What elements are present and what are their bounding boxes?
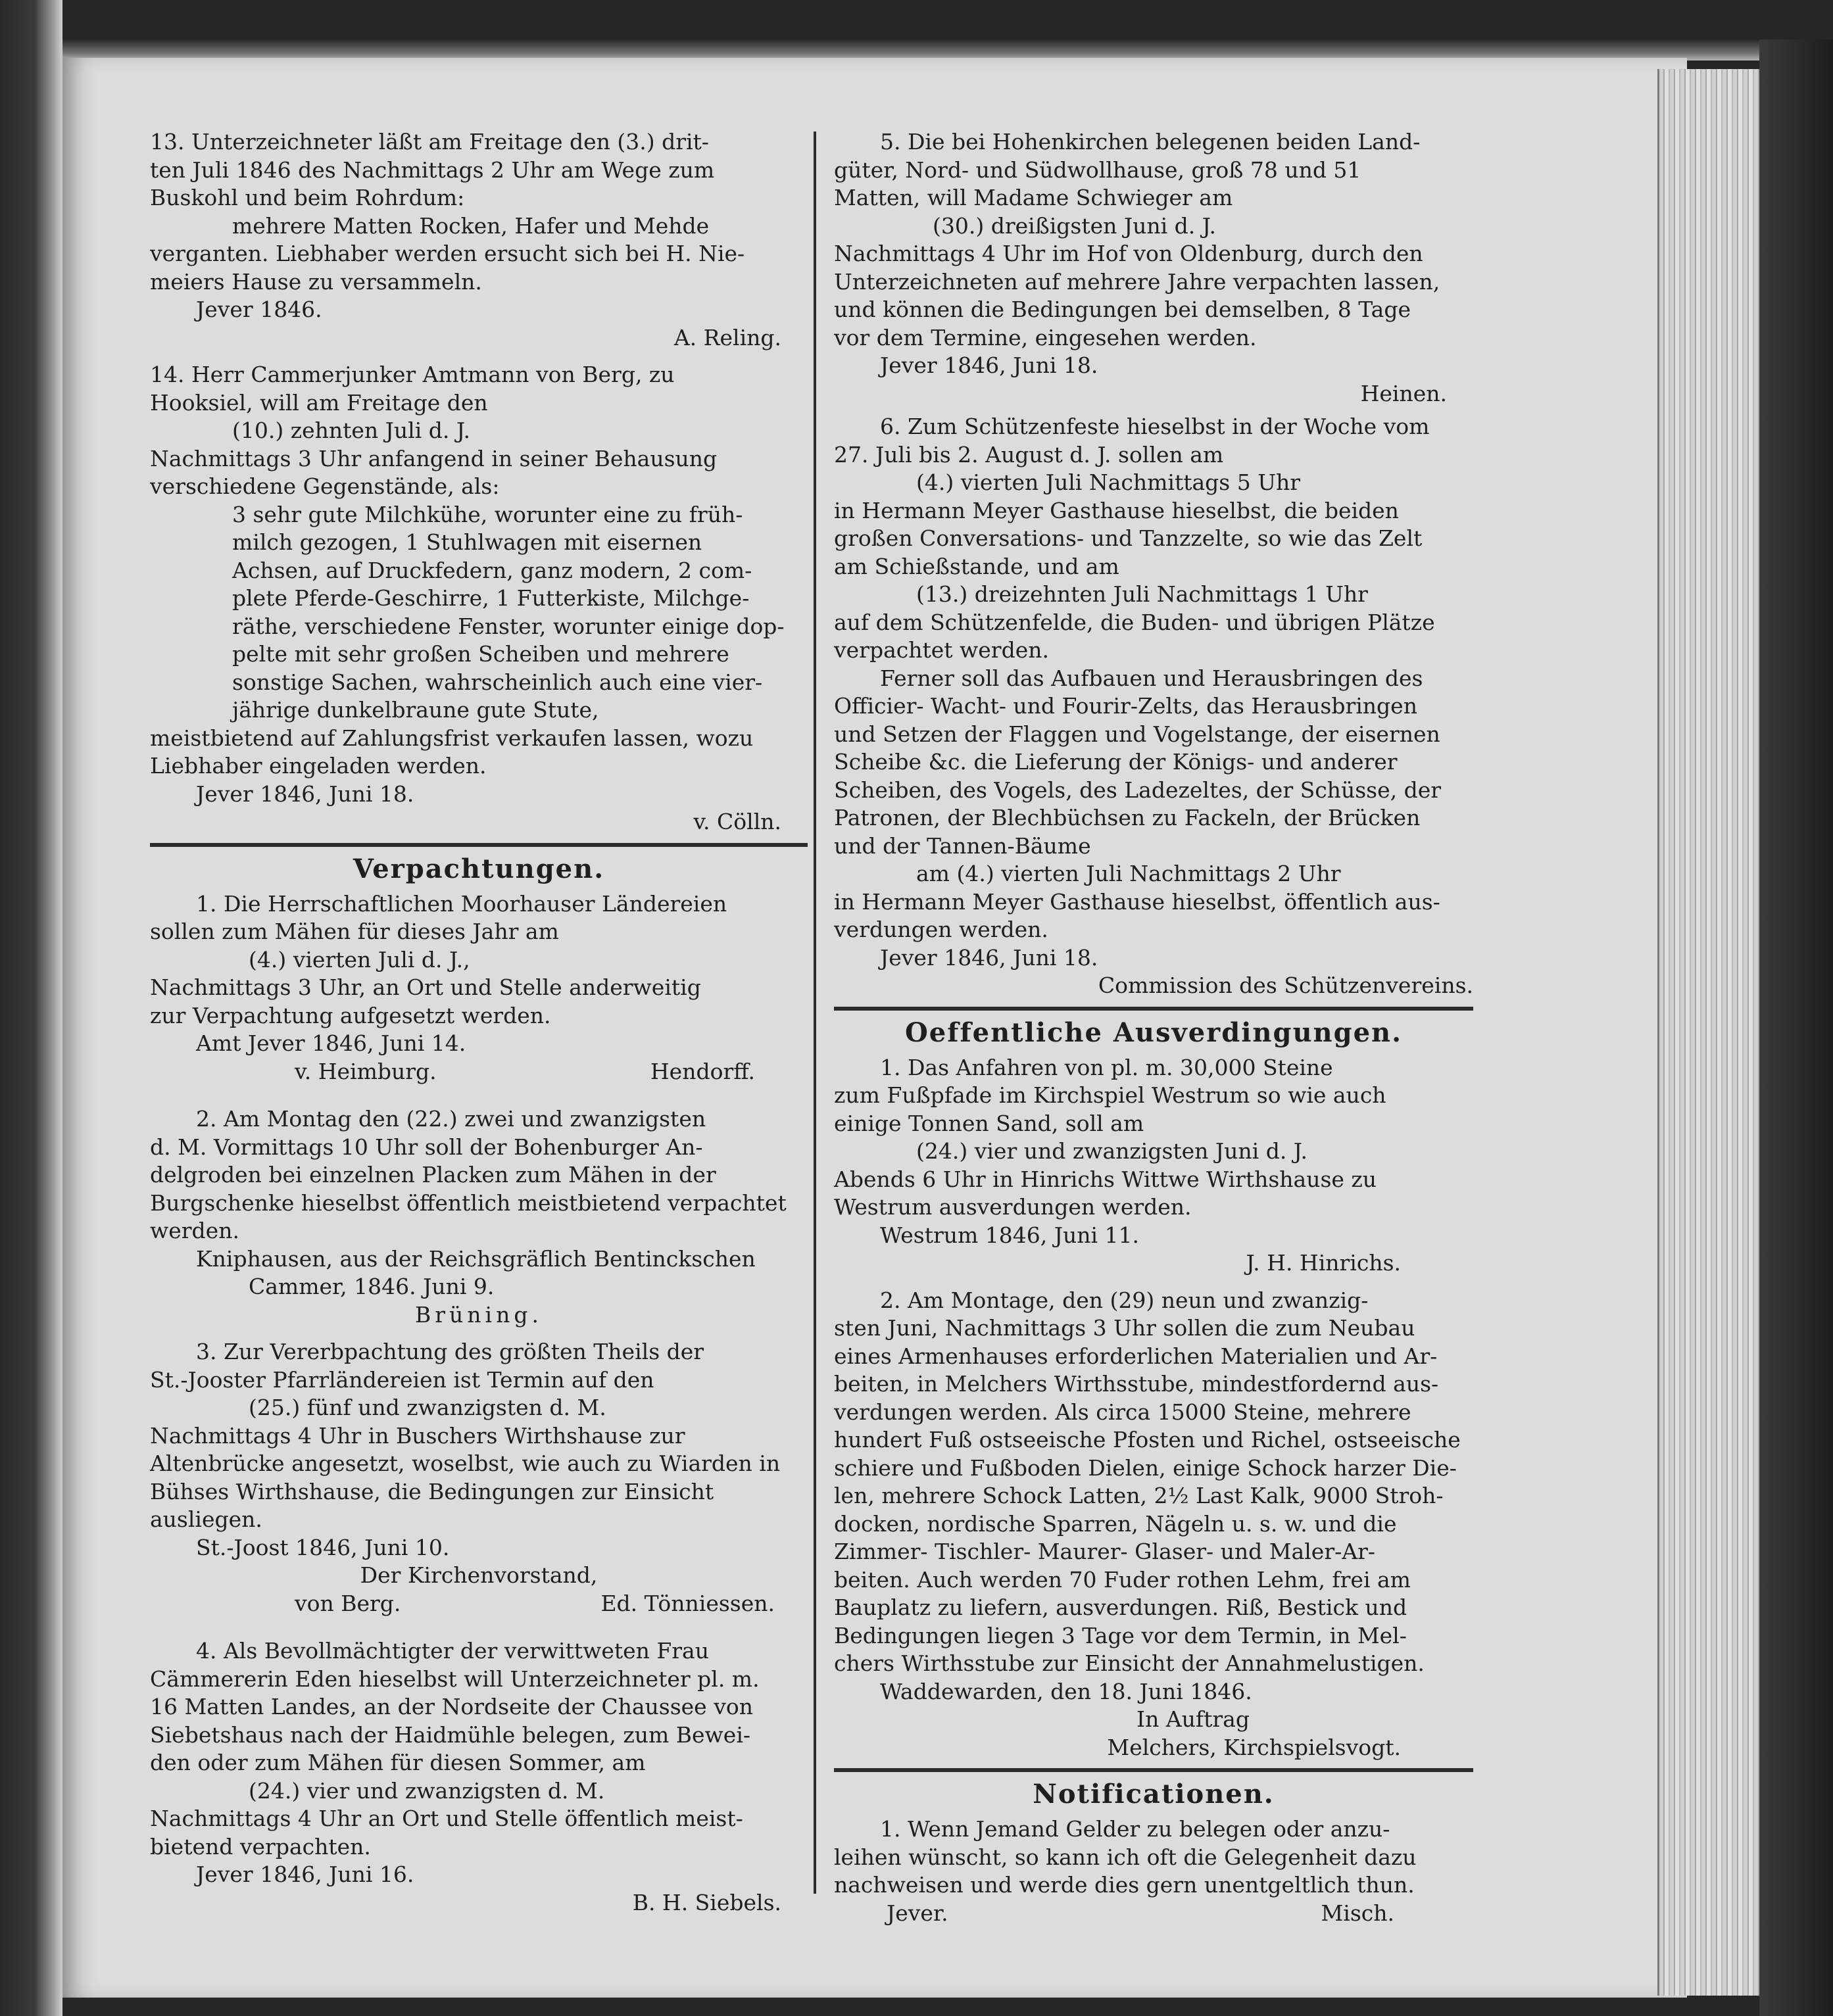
text-line: Altenbrücke angesetzt, woselbst, wie auch zu Wiarden in xyxy=(150,1451,781,1476)
signature: A. Reling. xyxy=(673,324,781,350)
text-line: len, mehrere Schock Latten, 2½ Last Kalk, 9000 Stroh- xyxy=(834,1483,1444,1508)
section-rule xyxy=(834,1768,1473,1772)
text-line: meistbietend auf Zahlungsfrist verkaufen lassen, wozu xyxy=(150,725,754,751)
notice-a1 xyxy=(834,1054,1473,1278)
text-line: Bauplatz zu liefern, ausverdungen. Riß, Bestick und xyxy=(834,1595,1407,1620)
text-line: Nachmittags 4 Uhr im Hof von Oldenburg, durch den xyxy=(834,241,1423,266)
text-line: milch gezogen, 1 Stuhlwagen mit eisernen xyxy=(232,529,702,555)
text-line: 3 sehr gute Milchkühe, worunter eine zu früh- xyxy=(232,501,743,527)
page-stack-edge xyxy=(1657,69,1761,1996)
text-line: 27. Juli bis 2. August d. J. sollen am xyxy=(834,441,1224,468)
section-heading-ausverdingungen: Oeffentliche Ausverdingungen. xyxy=(904,1017,1403,1048)
text-line: d. M. Vormittags 10 Uhr soll der Bohenburger An- xyxy=(150,1134,703,1160)
text-line: 2. Am Montage, den (29) neun und zwanzig- xyxy=(880,1287,1369,1313)
signature-row xyxy=(834,1900,1473,1928)
text-line: vor dem Termine, eingesehen werden. xyxy=(834,324,1257,350)
text-line: 4. Als Bevollmächtigter der verwittweten Frau xyxy=(196,1638,709,1664)
text-line: am (4.) vierten Juli Nachmittags 2 Uhr xyxy=(916,861,1341,886)
text-line: Siebetshaus nach der Haidmühle belegen, zum Bewei- xyxy=(150,1721,751,1748)
place-date: Jever 1846, Juni 18. xyxy=(880,944,1098,971)
text-line: güter, Nord- und Südwollhause, groß 78 und 51 xyxy=(834,156,1361,183)
section-heading-verpachtungen: Verpachtungen. xyxy=(353,853,605,884)
text-line: und Setzen der Flaggen und Vogelstange, der eisernen xyxy=(834,721,1440,747)
text-line: sollen zum Mähen für dieses Jahr am xyxy=(150,919,559,944)
notice-a2 xyxy=(834,1287,1473,1762)
text-line: Nachmittags 3 Uhr, an Ort und Stelle anderweitig xyxy=(150,974,701,1000)
text-line: (13.) dreizehnten Juli Nachmittags 1 Uhr xyxy=(916,581,1368,607)
text-line: 14. Herr Cammerjunker Amtmann von Berg, zu xyxy=(150,362,675,387)
signature: v. Cölln. xyxy=(693,809,781,834)
text-line: (24.) vier und zwanzigsten Juni d. J. xyxy=(916,1138,1308,1164)
text-line: in Hermann Meyer Gasthause hieselbst, öffentlich aus- xyxy=(834,888,1440,915)
text-line: Unterzeichneten auf mehrere Jahre verpachten lassen, xyxy=(834,268,1440,295)
notice-v3 xyxy=(150,1338,808,1618)
left-column xyxy=(150,128,808,1917)
text-line: verdungen werden. Als circa 15000 Steine, mehrere xyxy=(834,1399,1411,1425)
text-line: chers Wirthsstube zur Einsicht der Annahmelustigen. xyxy=(834,1650,1425,1676)
section-rule xyxy=(150,843,808,847)
text-line: einige Tonnen Sand, soll am xyxy=(834,1110,1144,1136)
place-date: Waddewarden, den 18. Juni 1846. xyxy=(880,1678,1252,1704)
text-line: großen Conversations- und Tanzzelte, so wie das Zelt xyxy=(834,525,1423,551)
text-line: 13. Unterzeichneter läßt am Freitage den (3.) drit- xyxy=(150,129,709,155)
text-line: (30.) dreißigsten Juni d. J. xyxy=(933,212,1216,239)
place-date: Jever 1846, Juni 16. xyxy=(196,1861,414,1887)
text-line: verganten. Liebhaber werden ersucht sich bei H. Nie- xyxy=(150,241,745,266)
signature: Misch. xyxy=(1321,1900,1394,1926)
text-line: Nachmittags 4 Uhr in Buschers Wirthshause zur xyxy=(150,1422,685,1449)
signature: Heinen. xyxy=(1360,380,1447,406)
text-line: auf dem Schützenfelde, die Buden- und übrigen Plätze xyxy=(834,609,1435,635)
text-line: Abends 6 Uhr in Hinrichs Wittwe Wirthshause zu xyxy=(834,1166,1377,1192)
signature: Brüning. xyxy=(415,1301,543,1328)
notice-v4 xyxy=(150,1637,808,1917)
text-line: 16 Matten Landes, an der Nordseite der Chaussee von xyxy=(150,1694,753,1719)
text-line: leihen wünscht, so kann ich oft die Gelegenheit dazu xyxy=(834,1844,1417,1870)
text-line: den oder zum Mähen für diesen Sommer, am xyxy=(150,1750,646,1775)
text-line: ausliegen. xyxy=(150,1506,262,1532)
place-date: Westrum 1846, Juni 11. xyxy=(880,1222,1139,1248)
text-line: mehrere Matten Rocken, Hafer und Mehde xyxy=(232,212,710,239)
place-date: Kniphausen, aus der Reichsgräflich Bentinckschen xyxy=(196,1245,756,1272)
text-line: Westrum ausverdungen werden. xyxy=(834,1194,1192,1220)
text-line: ten Juli 1846 des Nachmittags 2 Uhr am Wege zum xyxy=(150,156,715,183)
signature: Der Kirchenvorstand, xyxy=(360,1562,598,1588)
notice-v5 xyxy=(834,128,1473,408)
text-line: verschiedene Gegenstände, als: xyxy=(150,473,500,499)
text-line: sten Juni, Nachmittags 3 Uhr sollen die zum Neubau xyxy=(834,1315,1415,1341)
text-line: werden. xyxy=(150,1218,239,1243)
text-line: zum Fußpfade im Kirchspiel Westrum so wie auch xyxy=(834,1082,1386,1108)
text-line: Liebhaber eingeladen werden. xyxy=(150,753,487,779)
text-line: beiten. Auch werden 70 Fuder rothen Lehm, frei am xyxy=(834,1566,1411,1593)
text-line: pelte mit sehr großen Scheiben und mehrere xyxy=(232,641,729,667)
column-divider xyxy=(814,132,816,1894)
text-line: und können die Bedingungen bei demselben, 8 Tage xyxy=(834,297,1411,322)
right-column xyxy=(834,128,1473,1927)
text-line: Cämmererin Eden hieselbst will Unterzeichneter pl. m. xyxy=(150,1666,760,1692)
text-line: Bühses Wirthshause, die Bedingungen zur Einsicht xyxy=(150,1478,714,1504)
notice-v6 xyxy=(834,413,1473,1000)
signature: Commission des Schützenvereins. xyxy=(1098,972,1473,998)
text-line: (4.) vierten Juli d. J., xyxy=(249,946,470,972)
text-line: Nachmittags 4 Uhr an Ort und Stelle öffentlich meist- xyxy=(150,1806,743,1831)
notice-n1 xyxy=(834,1815,1473,1927)
text-line: (24.) vier und zwanzigsten d. M. xyxy=(249,1777,605,1804)
text-line: (4.) vierten Juli Nachmittags 5 Uhr xyxy=(916,469,1301,495)
text-line: 1. Das Anfahren von pl. m. 30,000 Steine xyxy=(880,1054,1333,1080)
text-line: beiten, in Melchers Wirthsstube, mindestfordernd aus- xyxy=(834,1371,1439,1397)
place-date: Cammer, 1846. Juni 9. xyxy=(249,1274,495,1299)
place-date: Jever 1846, Juni 18. xyxy=(880,352,1098,378)
notice-v1 xyxy=(150,890,808,1086)
text-line: (10.) zehnten Juli d. J. xyxy=(232,418,471,443)
text-line: 6. Zum Schützenfeste hieselbst in der Woche vom xyxy=(880,414,1430,439)
text-line: räthe, verschiedene Fenster, worunter einige dop- xyxy=(232,613,785,639)
book-cover-top-edge xyxy=(62,38,1772,60)
signature: Ed. Tönniessen. xyxy=(600,1590,775,1616)
notice-14 xyxy=(150,361,808,836)
section-heading-notificationen: Notificationen. xyxy=(1033,1779,1275,1810)
signature: J. H. Hinrichs. xyxy=(1246,1250,1401,1276)
signature-row xyxy=(150,1590,808,1618)
text-line: 1. Die Herrschaftlichen Moorhauser Ländereien xyxy=(196,890,727,917)
text-line: Ferner soll das Aufbauen und Herausbringen des xyxy=(880,665,1423,691)
notice-13 xyxy=(150,128,808,352)
text-line: hundert Fuß ostseeische Pfosten und Richel, ostseeische xyxy=(834,1427,1461,1452)
text-line: Patronen, der Blechbüchsen zu Fackeln, der Brücken xyxy=(834,805,1421,830)
text-line: verpachtet werden. xyxy=(834,637,1049,663)
signature-row xyxy=(150,1058,808,1086)
text-line: verdungen werden. xyxy=(834,917,1048,942)
text-line: Achsen, auf Druckfedern, ganz modern, 2 com- xyxy=(232,557,752,583)
place-date: Jever. xyxy=(887,1900,948,1926)
text-line: Scheiben, des Vogels, des Ladezeltes, der Schüsse, der xyxy=(834,777,1442,803)
text-line: delgroden bei einzelnen Placken zum Mähen in der xyxy=(150,1162,716,1188)
text-line: sonstige Sachen, wahrscheinlich auch eine vier- xyxy=(232,669,763,695)
text-line: jährige dunkelbraune gute Stute, xyxy=(232,697,599,723)
signature: v. Heimburg. xyxy=(295,1058,437,1084)
signature: B. H. Siebels. xyxy=(632,1889,781,1915)
signature: In Auftrag xyxy=(1136,1706,1250,1732)
text-line: nachweisen und werde dies gern unentgeltlich thun. xyxy=(834,1872,1415,1898)
text-line: in Hermann Meyer Gasthause hieselbst, die beiden xyxy=(834,497,1399,523)
text-line: Scheibe &c. die Lieferung der Königs- und anderer xyxy=(834,749,1398,775)
place-date: Jever 1846. xyxy=(196,297,322,322)
text-line: Bedingungen liegen 3 Tage vor dem Termin, in Mel- xyxy=(834,1622,1407,1648)
text-line: bietend verpachten. xyxy=(150,1833,371,1860)
text-line: und der Tannen-Bäume xyxy=(834,832,1091,859)
text-line: plete Pferde-Geschirre, 1 Futterkiste, Milchge- xyxy=(232,585,750,611)
text-line: St.-Jooster Pfarrländereien ist Termin auf den xyxy=(150,1366,654,1393)
book-cover-right xyxy=(1759,39,1833,2016)
signature: Hendorff. xyxy=(650,1058,755,1084)
text-line: Nachmittags 3 Uhr anfangend in seiner Behausung xyxy=(150,445,718,471)
text-line: Buskohl und beim Rohrdum: xyxy=(150,185,465,210)
book-spine-left xyxy=(0,0,62,2016)
text-line: 1. Wenn Jemand Gelder zu belegen oder anzu- xyxy=(880,1816,1390,1842)
text-line: (25.) fünf und zwanzigsten d. M. xyxy=(249,1395,606,1420)
place-date: Jever 1846, Juni 18. xyxy=(196,780,414,807)
text-line: docken, nordische Sparren, Nägeln u. s. w. und die xyxy=(834,1510,1397,1537)
text-line: 2. Am Montag den (22.) zwei und zwanzigsten xyxy=(196,1106,706,1132)
text-line: 3. Zur Vererbpachtung des größten Theils der xyxy=(196,1339,704,1364)
signature: von Berg. xyxy=(295,1590,401,1616)
signature: Melchers, Kirchspielsvogt. xyxy=(1107,1734,1401,1760)
text-line: Hooksiel, will am Freitage den xyxy=(150,389,488,416)
text-line: Matten, will Madame Schwieger am xyxy=(834,185,1233,210)
section-rule xyxy=(834,1007,1473,1011)
notice-v2 xyxy=(150,1105,808,1329)
text-line: am Schießstande, und am xyxy=(834,553,1119,579)
text-line: 5. Die bei Hohenkirchen belegenen beiden Land- xyxy=(880,129,1421,155)
text-line: Zimmer- Tischler- Maurer- Glaser- und Maler-Ar- xyxy=(834,1539,1376,1564)
text-line: meiers Hause zu versammeln. xyxy=(150,268,482,295)
text-line: zur Verpachtung aufgesetzt werden. xyxy=(150,1002,551,1028)
place-date: St.-Joost 1846, Juni 10. xyxy=(196,1534,450,1560)
text-line: Officier- Wacht- und Fourir-Zelts, das Herausbringen xyxy=(834,693,1417,719)
text-line: Burgschenke hieselbst öffentlich meistbietend verpachtet xyxy=(150,1189,787,1216)
text-line: schiere und Fußboden Dielen, einige Schock harzer Die- xyxy=(834,1454,1457,1481)
place-date: Amt Jever 1846, Juni 14. xyxy=(196,1030,466,1056)
text-line: eines Armenhauses erforderlichen Materialien und Ar- xyxy=(834,1343,1438,1369)
